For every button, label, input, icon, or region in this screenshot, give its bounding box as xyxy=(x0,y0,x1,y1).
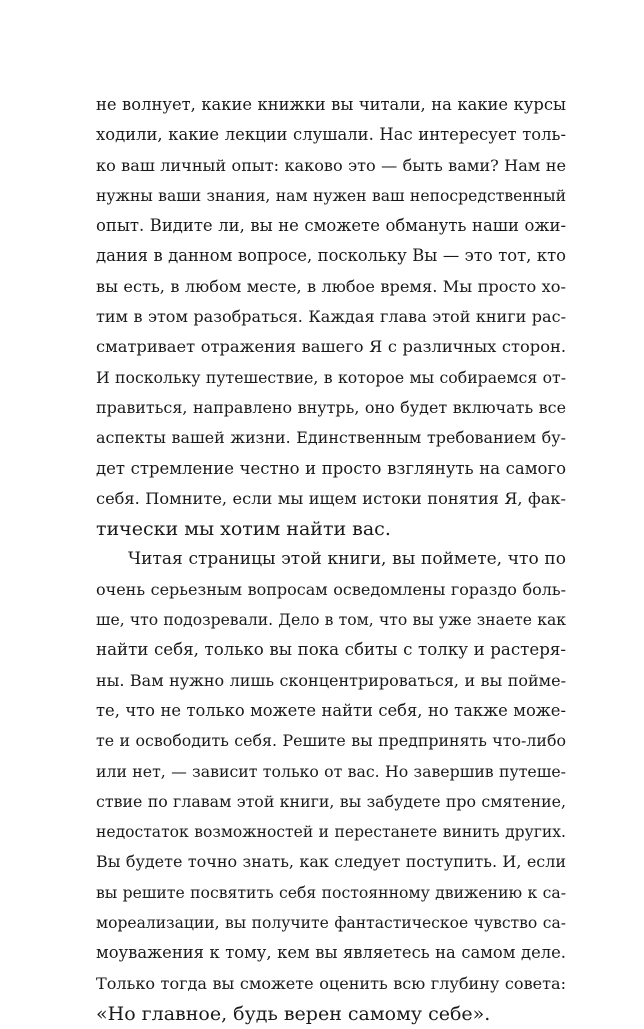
text-line: те и освободить себя. Решите вы предпринять что-либо xyxy=(96,731,566,751)
text-line: тически мы хотим найти вас. xyxy=(96,518,391,541)
text-line: вы решите посвятить себя постоянному движению к са- xyxy=(96,882,566,902)
text-line: себя. Помните, если мы ищем истоки понятия Я, фак- xyxy=(96,488,566,508)
text-line: ше, что подозревали. Дело в том, что вы уже знаете как xyxy=(96,611,566,630)
book-page xyxy=(96,90,566,1029)
text-line: опыт. Видите ли, вы не сможете обмануть наши ожи- xyxy=(96,216,566,236)
text-line: ко ваш личный опыт: каково это — быть вами? Нам не xyxy=(96,155,566,175)
text-line: дания в данном вопросе, поскольку Вы — это тот, кто xyxy=(96,246,566,266)
text-line: правиться, направлено внутрь, оно будет включать все xyxy=(96,397,566,417)
text-line: найти себя, только вы пока сбиты с толку и растеря- xyxy=(96,640,566,660)
text-line: недостаток возможностей и перестанете винить других. xyxy=(96,823,566,842)
paragraph-1 xyxy=(96,90,566,544)
text-line: или нет, — зависит только от вас. Но завершив путеше- xyxy=(96,761,566,781)
text-line: Читая страницы этой книги, вы поймете, что по xyxy=(128,549,566,570)
text-line: ствие по главам этой книги, вы забудете про смятение, xyxy=(96,791,566,811)
text-line: те, что не только можете найти себя, но также може- xyxy=(96,700,566,720)
text-line: не волнует, какие книжки вы читали, на какие курсы xyxy=(96,95,566,114)
text-line: аспекты вашей жизни. Единственным требованием бу- xyxy=(96,428,566,448)
text-line: Вы будете точно знать, как следует поступить. И, если xyxy=(96,852,566,872)
text-line: ходили, какие лекции слушали. Нас интересует толь- xyxy=(96,125,566,145)
text-line: ны. Вам нужно лишь сконцентрироваться, и вы пойме- xyxy=(96,670,566,690)
text-line: дет стремление честно и просто взглянуть на самого xyxy=(96,458,566,478)
text-line: «Но главное, будь верен самому себе». xyxy=(96,1002,491,1025)
text-line: Только тогда вы сможете оценить всю глубину совета: xyxy=(96,973,566,993)
text-line: очень серьезным вопросам осведомлены гораздо боль- xyxy=(96,579,566,599)
text-line: нужны ваши знания, нам нужен ваш непосредственный xyxy=(96,186,566,205)
paragraph-2 xyxy=(96,544,566,1029)
text-line: вы есть, в любом месте, в любое время. Мы просто хо- xyxy=(96,276,566,296)
text-line: тим в этом разобраться. Каждая глава этой книги рас- xyxy=(96,307,566,327)
text-line: моуважения к тому, кем вы являетесь на самом деле. xyxy=(96,943,566,963)
text-line: И поскольку путешествие, в которое мы собираемся от- xyxy=(96,367,566,387)
text-line: мореализации, вы получите фантастическое чувство са- xyxy=(96,914,566,933)
text-line: сматривает отражения вашего Я с различных сторон. xyxy=(96,337,566,357)
